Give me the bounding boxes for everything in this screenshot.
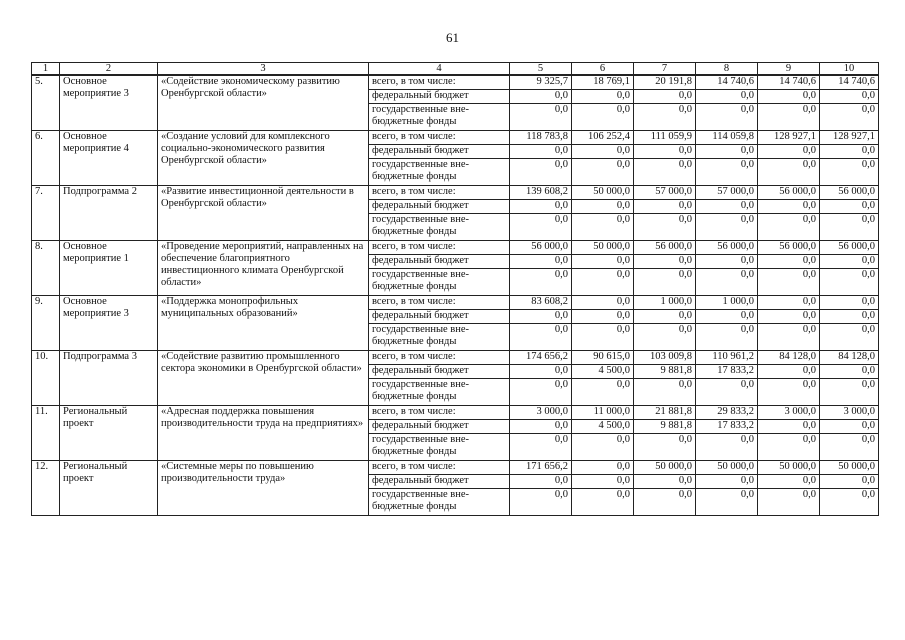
- amount-cell: 0,0: [696, 255, 758, 269]
- amount-cell: 0,0: [696, 104, 758, 131]
- column-number-row: [32, 63, 879, 76]
- amount-cell: 56 000,0: [696, 241, 758, 255]
- amount-cell: 0,0: [572, 489, 634, 516]
- amount-cell: 56 000,0: [758, 241, 820, 255]
- amount-cell: 0,0: [820, 434, 879, 461]
- amount-cell: 57 000,0: [634, 186, 696, 200]
- column-number: 9: [758, 63, 820, 76]
- amount-cell: 0,0: [820, 296, 879, 310]
- amount-cell: 0,0: [696, 214, 758, 241]
- funding-source-label: федеральный бюджет: [369, 90, 510, 104]
- amount-cell: 0,0: [820, 489, 879, 516]
- amount-cell: 0,0: [572, 379, 634, 406]
- amount-cell: 0,0: [820, 324, 879, 351]
- total-row: [32, 406, 879, 420]
- amount-cell: 57 000,0: [696, 186, 758, 200]
- amount-cell: 50 000,0: [572, 186, 634, 200]
- funding-source-label: всего, в том числе:: [369, 186, 510, 200]
- amount-cell: 0,0: [820, 269, 879, 296]
- item-type: Основное мероприятие 4: [60, 131, 158, 186]
- amount-cell: 0,0: [696, 475, 758, 489]
- amount-cell: 0,0: [572, 214, 634, 241]
- amount-cell: 128 927,1: [758, 131, 820, 145]
- amount-cell: 0,0: [820, 214, 879, 241]
- amount-cell: 56 000,0: [634, 241, 696, 255]
- amount-cell: 0,0: [634, 489, 696, 516]
- amount-cell: 14 740,6: [820, 75, 879, 90]
- funding-source-label: федеральный бюджет: [369, 200, 510, 214]
- amount-cell: 0,0: [634, 159, 696, 186]
- amount-cell: 114 059,8: [696, 131, 758, 145]
- total-row: [32, 75, 879, 90]
- amount-cell: 0,0: [510, 489, 572, 516]
- amount-cell: 0,0: [696, 90, 758, 104]
- item-title: «Содействие экономическому развитию Оренбургской области»: [158, 75, 369, 131]
- amount-cell: 0,0: [634, 475, 696, 489]
- amount-cell: 29 833,2: [696, 406, 758, 420]
- amount-cell: 90 615,0: [572, 351, 634, 365]
- amount-cell: 0,0: [634, 324, 696, 351]
- funding-source-label: государственные вне-бюджетные фонды: [369, 214, 510, 241]
- amount-cell: 0,0: [820, 420, 879, 434]
- amount-cell: 0,0: [758, 200, 820, 214]
- amount-cell: 50 000,0: [696, 461, 758, 475]
- item-type: Основное мероприятие 3: [60, 296, 158, 351]
- amount-cell: 0,0: [572, 104, 634, 131]
- row-number: 11.: [32, 406, 60, 461]
- column-number: 1: [32, 63, 60, 76]
- amount-cell: 17 833,2: [696, 420, 758, 434]
- amount-cell: 0,0: [820, 145, 879, 159]
- amount-cell: 4 500,0: [572, 365, 634, 379]
- funding-source-label: государственные вне-бюджетные фонды: [369, 159, 510, 186]
- funding-source-label: федеральный бюджет: [369, 145, 510, 159]
- amount-cell: 14 740,6: [758, 75, 820, 90]
- amount-cell: 0,0: [572, 200, 634, 214]
- amount-cell: 0,0: [510, 90, 572, 104]
- total-row: [32, 186, 879, 200]
- amount-cell: 0,0: [510, 365, 572, 379]
- amount-cell: 0,0: [634, 379, 696, 406]
- budget-table: [31, 62, 879, 516]
- funding-source-label: всего, в том числе:: [369, 296, 510, 310]
- column-number: 3: [158, 63, 369, 76]
- amount-cell: 0,0: [758, 324, 820, 351]
- funding-source-label: всего, в том числе:: [369, 406, 510, 420]
- row-number: 5.: [32, 75, 60, 131]
- item-title: «Адресная поддержка повышения производительности труда на предприятиях»: [158, 406, 369, 461]
- amount-cell: 0,0: [758, 104, 820, 131]
- funding-source-label: всего, в том числе:: [369, 241, 510, 255]
- amount-cell: 50 000,0: [758, 461, 820, 475]
- amount-cell: 174 656,2: [510, 351, 572, 365]
- amount-cell: 0,0: [572, 269, 634, 296]
- amount-cell: 0,0: [572, 324, 634, 351]
- amount-cell: 3 000,0: [510, 406, 572, 420]
- amount-cell: 0,0: [510, 420, 572, 434]
- total-row: [32, 296, 879, 310]
- amount-cell: 0,0: [758, 434, 820, 461]
- amount-cell: 0,0: [572, 159, 634, 186]
- amount-cell: 0,0: [634, 255, 696, 269]
- amount-cell: 0,0: [572, 145, 634, 159]
- amount-cell: 0,0: [510, 269, 572, 296]
- amount-cell: 0,0: [758, 475, 820, 489]
- amount-cell: 0,0: [510, 310, 572, 324]
- funding-source-label: федеральный бюджет: [369, 475, 510, 489]
- amount-cell: 0,0: [634, 200, 696, 214]
- amount-cell: 0,0: [572, 475, 634, 489]
- amount-cell: 0,0: [758, 159, 820, 186]
- amount-cell: 0,0: [758, 365, 820, 379]
- amount-cell: 83 608,2: [510, 296, 572, 310]
- amount-cell: 1 000,0: [696, 296, 758, 310]
- amount-cell: 1 000,0: [634, 296, 696, 310]
- item-title: «Создание условий для комплексного социально-экономического развития Оренбургской области»: [158, 131, 369, 186]
- amount-cell: 0,0: [572, 310, 634, 324]
- amount-cell: 56 000,0: [758, 186, 820, 200]
- total-row: [32, 131, 879, 145]
- amount-cell: 0,0: [634, 269, 696, 296]
- item-type: Региональный проект: [60, 461, 158, 516]
- amount-cell: 0,0: [696, 310, 758, 324]
- amount-cell: 0,0: [696, 489, 758, 516]
- item-title: «Содействие развитию промышленного сектора экономики в Оренбургской области»: [158, 351, 369, 406]
- column-number: 6: [572, 63, 634, 76]
- amount-cell: 0,0: [634, 90, 696, 104]
- amount-cell: 0,0: [572, 434, 634, 461]
- column-number: 2: [60, 63, 158, 76]
- amount-cell: 0,0: [696, 159, 758, 186]
- amount-cell: 14 740,6: [696, 75, 758, 90]
- amount-cell: 0,0: [510, 324, 572, 351]
- funding-source-label: всего, в том числе:: [369, 75, 510, 90]
- amount-cell: 0,0: [510, 434, 572, 461]
- amount-cell: 0,0: [510, 159, 572, 186]
- row-number: 10.: [32, 351, 60, 406]
- funding-source-label: государственные вне-бюджетные фонды: [369, 489, 510, 516]
- amount-cell: 128 927,1: [820, 131, 879, 145]
- amount-cell: 56 000,0: [820, 186, 879, 200]
- amount-cell: 0,0: [572, 461, 634, 475]
- amount-cell: 0,0: [510, 214, 572, 241]
- column-number: 7: [634, 63, 696, 76]
- funding-source-label: государственные вне-бюджетные фонды: [369, 379, 510, 406]
- amount-cell: 84 128,0: [758, 351, 820, 365]
- amount-cell: 84 128,0: [820, 351, 879, 365]
- amount-cell: 139 608,2: [510, 186, 572, 200]
- amount-cell: 0,0: [758, 255, 820, 269]
- amount-cell: 0,0: [820, 90, 879, 104]
- item-title: «Системные меры по повышению производительности труда»: [158, 461, 369, 516]
- funding-source-label: всего, в том числе:: [369, 351, 510, 365]
- amount-cell: 118 783,8: [510, 131, 572, 145]
- amount-cell: 171 656,2: [510, 461, 572, 475]
- amount-cell: 0,0: [634, 434, 696, 461]
- item-type: Подпрограмма 3: [60, 351, 158, 406]
- amount-cell: 103 009,8: [634, 351, 696, 365]
- funding-source-label: федеральный бюджет: [369, 255, 510, 269]
- amount-cell: 0,0: [572, 255, 634, 269]
- amount-cell: 17 833,2: [696, 365, 758, 379]
- amount-cell: 0,0: [758, 145, 820, 159]
- amount-cell: 0,0: [758, 296, 820, 310]
- amount-cell: 3 000,0: [758, 406, 820, 420]
- page-number: 61: [446, 30, 459, 45]
- column-number: 8: [696, 63, 758, 76]
- row-number: 6.: [32, 131, 60, 186]
- item-title: «Проведение мероприятий, направленных на обеспечение благоприятного инвестиционного климата Оренбургской области»: [158, 241, 369, 296]
- amount-cell: 0,0: [758, 310, 820, 324]
- row-number: 8.: [32, 241, 60, 296]
- amount-cell: 9 881,8: [634, 420, 696, 434]
- funding-source-label: федеральный бюджет: [369, 365, 510, 379]
- column-number: 10: [820, 63, 879, 76]
- amount-cell: 106 252,4: [572, 131, 634, 145]
- amount-cell: 0,0: [696, 145, 758, 159]
- amount-cell: 0,0: [758, 90, 820, 104]
- column-number: 5: [510, 63, 572, 76]
- amount-cell: 9 881,8: [634, 365, 696, 379]
- amount-cell: 0,0: [510, 475, 572, 489]
- amount-cell: 0,0: [820, 104, 879, 131]
- amount-cell: 0,0: [758, 214, 820, 241]
- row-number: 12.: [32, 461, 60, 516]
- amount-cell: 0,0: [634, 104, 696, 131]
- item-type: Подпрограмма 2: [60, 186, 158, 241]
- amount-cell: 111 059,9: [634, 131, 696, 145]
- funding-source-label: федеральный бюджет: [369, 310, 510, 324]
- amount-cell: 11 000,0: [572, 406, 634, 420]
- item-title: «Развитие инвестиционной деятельности в Оренбургской области»: [158, 186, 369, 241]
- total-row: [32, 241, 879, 255]
- funding-source-label: федеральный бюджет: [369, 420, 510, 434]
- amount-cell: 3 000,0: [820, 406, 879, 420]
- amount-cell: 0,0: [758, 379, 820, 406]
- item-title: «Поддержка монопрофильных муниципальных образований»: [158, 296, 369, 351]
- amount-cell: 0,0: [634, 310, 696, 324]
- amount-cell: 4 500,0: [572, 420, 634, 434]
- amount-cell: 56 000,0: [510, 241, 572, 255]
- amount-cell: 0,0: [696, 269, 758, 296]
- amount-cell: 0,0: [758, 420, 820, 434]
- amount-cell: 0,0: [696, 379, 758, 406]
- funding-source-label: всего, в том числе:: [369, 131, 510, 145]
- amount-cell: 21 881,8: [634, 406, 696, 420]
- amount-cell: 0,0: [572, 90, 634, 104]
- amount-cell: 50 000,0: [572, 241, 634, 255]
- amount-cell: 50 000,0: [634, 461, 696, 475]
- amount-cell: 0,0: [510, 255, 572, 269]
- funding-source-label: всего, в том числе:: [369, 461, 510, 475]
- amount-cell: 0,0: [820, 310, 879, 324]
- amount-cell: 56 000,0: [820, 241, 879, 255]
- amount-cell: 0,0: [820, 255, 879, 269]
- amount-cell: 0,0: [820, 365, 879, 379]
- total-row: [32, 351, 879, 365]
- amount-cell: 0,0: [820, 475, 879, 489]
- amount-cell: 0,0: [572, 296, 634, 310]
- amount-cell: 0,0: [634, 214, 696, 241]
- item-type: Основное мероприятие 3: [60, 75, 158, 131]
- amount-cell: 0,0: [820, 379, 879, 406]
- amount-cell: 0,0: [758, 489, 820, 516]
- amount-cell: 0,0: [634, 145, 696, 159]
- item-type: Основное мероприятие 1: [60, 241, 158, 296]
- amount-cell: 20 191,8: [634, 75, 696, 90]
- amount-cell: 0,0: [696, 200, 758, 214]
- amount-cell: 0,0: [510, 200, 572, 214]
- row-number: 7.: [32, 186, 60, 241]
- amount-cell: 0,0: [510, 379, 572, 406]
- amount-cell: 18 769,1: [572, 75, 634, 90]
- amount-cell: 0,0: [696, 434, 758, 461]
- item-type: Региональный проект: [60, 406, 158, 461]
- amount-cell: 9 325,7: [510, 75, 572, 90]
- amount-cell: 0,0: [758, 269, 820, 296]
- amount-cell: 0,0: [696, 324, 758, 351]
- funding-source-label: государственные вне-бюджетные фонды: [369, 324, 510, 351]
- amount-cell: 50 000,0: [820, 461, 879, 475]
- amount-cell: 0,0: [510, 145, 572, 159]
- funding-source-label: государственные вне-бюджетные фонды: [369, 104, 510, 131]
- total-row: [32, 461, 879, 475]
- amount-cell: 0,0: [510, 104, 572, 131]
- funding-source-label: государственные вне-бюджетные фонды: [369, 434, 510, 461]
- row-number: 9.: [32, 296, 60, 351]
- amount-cell: 0,0: [820, 200, 879, 214]
- column-number: 4: [369, 63, 510, 76]
- funding-source-label: государственные вне-бюджетные фонды: [369, 269, 510, 296]
- amount-cell: 110 961,2: [696, 351, 758, 365]
- amount-cell: 0,0: [820, 159, 879, 186]
